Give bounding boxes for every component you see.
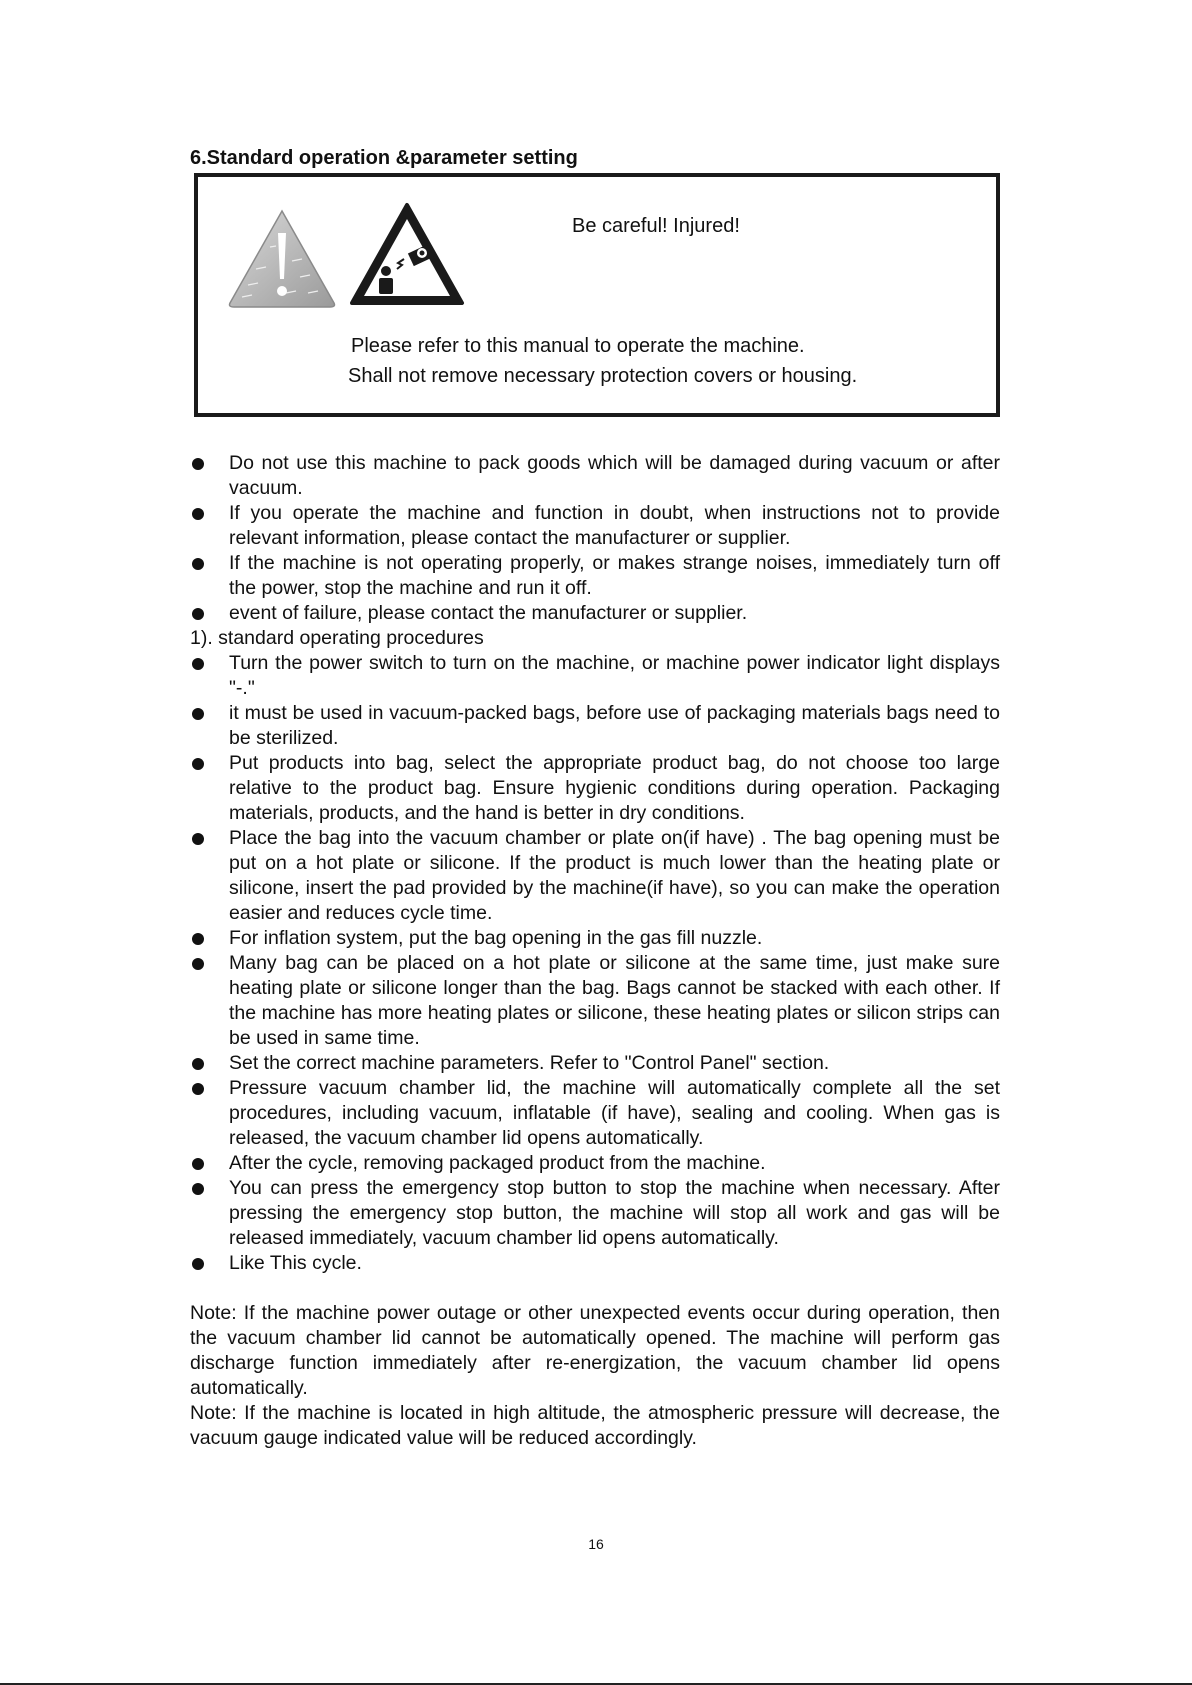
list-item: If you operate the machine and function in doubt, when instructions not to provide relevant information, please contact the manufacturer or supplier. (190, 501, 1000, 551)
list-item: If the machine is not operating properly, or makes strange noises, immediately turn off the power, stop the machine and run it off. (190, 551, 1000, 601)
notes (190, 1301, 1000, 1451)
general-safety-list (190, 451, 1000, 626)
list-item: Put products into bag, select the appropriate product bag, do not choose too large relative to the product bag. Ensure hygienic conditions during operation. Packaging materials, products, and the hand is better in dry conditions. (190, 751, 1000, 826)
procedures-list (190, 651, 1000, 1276)
list-item: Place the bag into the vacuum chamber or plate on(if have) . The bag opening must be put on a hot plate or silicone. If the product is much lower than the heating plate or silicone, insert the pad provided by the machine(if have), so you can make the operation easier and reduces cycle time. (190, 826, 1000, 926)
note-paragraph: Note: If the machine is located in high altitude, the atmospheric pressure will decrease, the vacuum gauge indicated value will be reduced accordingly. (190, 1402, 1000, 1449)
warning-line: Please refer to this manual to operate the machine. (351, 335, 805, 357)
list-item: Set the correct machine parameters. Refer to "Control Panel" section. (190, 1051, 1000, 1076)
procedures-heading: 1). standard operating procedures (190, 627, 484, 649)
list-item: Pressure vacuum chamber lid, the machine will automatically complete all the set procedures, including vacuum, inflatable (if have), sealing and cooling. When gas is released, the vacuum chamber lid opens automatically. (190, 1076, 1000, 1151)
list-item: For inflation system, put the bag opening in the gas fill nuzzle. (190, 926, 1000, 951)
list-item: it must be used in vacuum-packed bags, before use of packaging materials bags need to be sterilized. (190, 701, 1000, 751)
page-number: 16 (588, 1536, 604, 1552)
main-content (190, 451, 1000, 1451)
hand-injury-hazard-icon (348, 201, 466, 309)
warning-box (194, 173, 1000, 417)
list-item: Do not use this machine to pack goods which will be damaged during vacuum or after vacuum. (190, 451, 1000, 501)
note-paragraph: Note: If the machine power outage or other unexpected events occur during operation, then the vacuum chamber lid cannot be automatically opened. The machine will perform gas discharge function immediately after re-energization, the vacuum chamber lid opens automatically. (190, 1302, 1000, 1399)
list-item: You can press the emergency stop button to stop the machine when necessary. After pressing the emergency stop button, the machine will stop all work and gas will be released immediately, vacuum chamber lid opens automatically. (190, 1176, 1000, 1251)
list-item: Like This cycle. (190, 1251, 1000, 1276)
list-item: Turn the power switch to turn on the machine, or machine power indicator light displays "-." (190, 651, 1000, 701)
exclamation-warning-icon (226, 207, 338, 309)
warning-heading: Be careful! Injured! (572, 215, 740, 237)
warning-line: Shall not remove necessary protection covers or housing. (348, 365, 858, 387)
list-item: Many bag can be placed on a hot plate or silicone at the same time, just make sure heating plate or silicone longer than the bag. Bags cannot be stacked with each other. If the machine has more heating plates or silicone, these heating plates or silicon strips can be used in same time. (190, 951, 1000, 1051)
list-item: After the cycle, removing packaged product from the machine. (190, 1151, 1000, 1176)
page-title: 6.Standard operation &parameter setting (190, 147, 578, 169)
list-item: event of failure, please contact the manufacturer or supplier. (190, 601, 1000, 626)
